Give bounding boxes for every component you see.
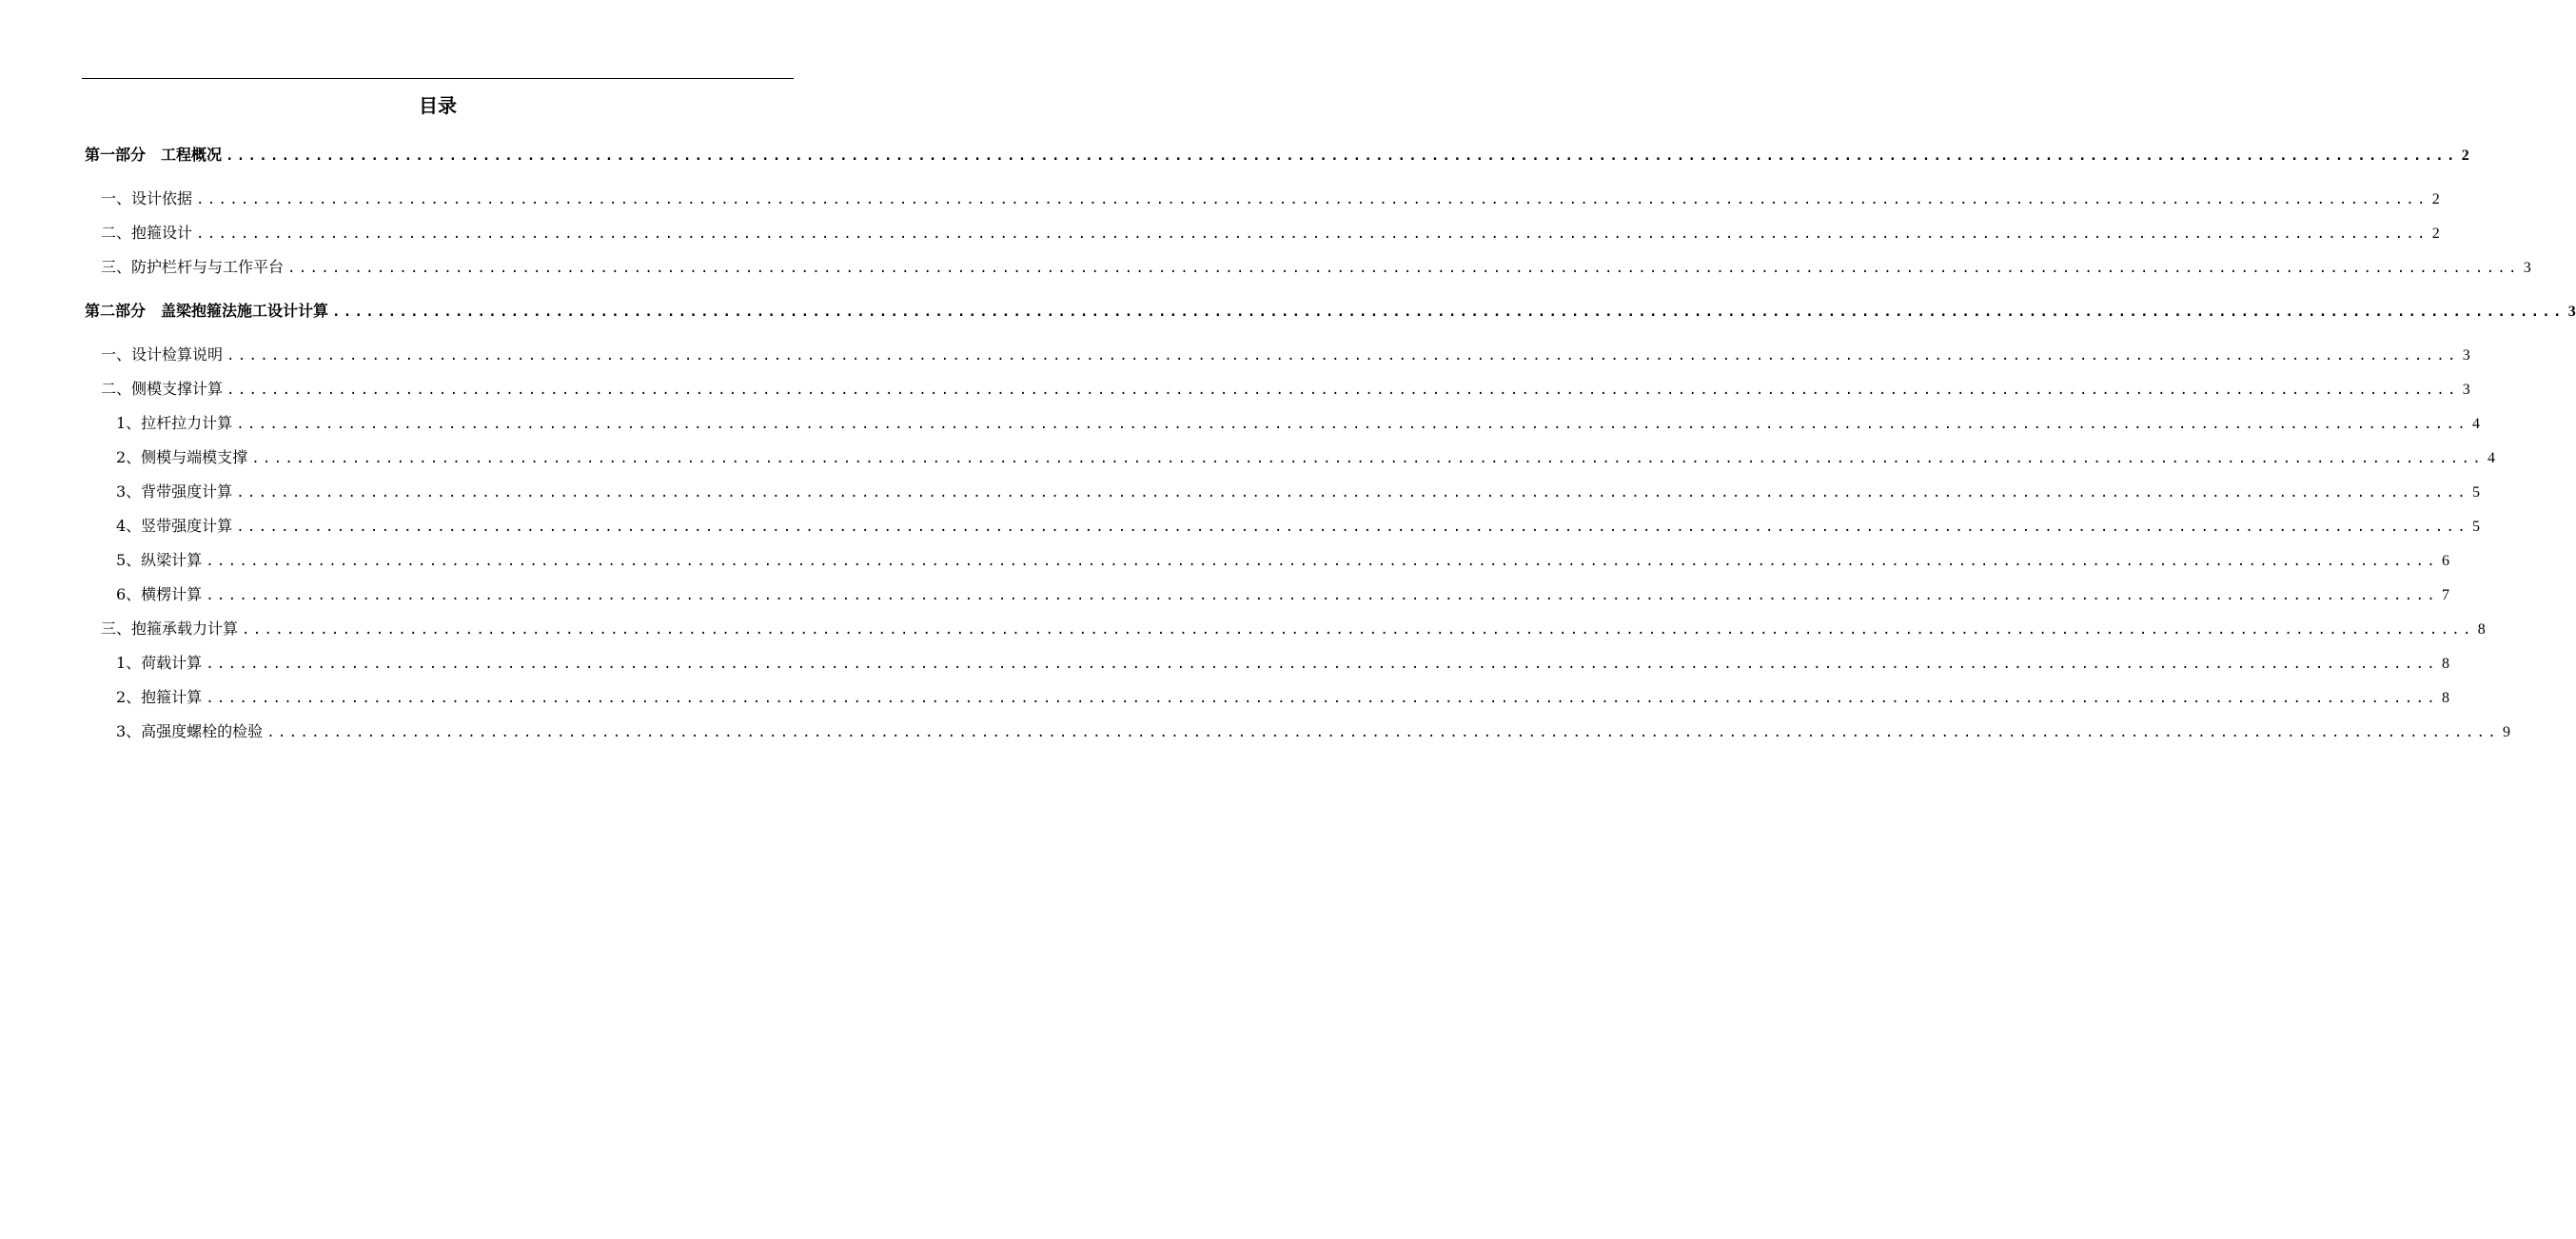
toc-dot-leader: ........................................................................................................................................................................................................ [226, 148, 2458, 164]
toc-dot-leader: ........................................................................................................................................................................................................ [266, 725, 2499, 740]
toc-entry-label: 二、抱箍设计 [101, 224, 193, 242]
toc-entry-label: 5、纵梁计算 [116, 551, 203, 569]
toc-dot-leader: ........................................................................................................................................................................................................ [236, 520, 2468, 535]
toc-entry[interactable] [116, 446, 2495, 469]
toc-dot-leader: ........................................................................................................................................................................................................ [236, 485, 2468, 501]
toc-entry-label: 三、防护栏杆与与工作平台 [101, 258, 285, 276]
toc-entry-page-number: 4 [2487, 450, 2495, 466]
toc-entry[interactable] [116, 686, 2449, 709]
toc-dot-leader: ........................................................................................................................................................................................................ [242, 622, 2474, 638]
toc-entry-page-number: 4 [2471, 416, 2480, 432]
toc-entry[interactable] [116, 720, 2510, 743]
toc-entry-label: 第二部分 盖梁抱箍法施工设计计算 [85, 302, 329, 320]
toc-entry-label: 一、设计检算说明 [101, 345, 224, 364]
toc-entry-label: 3、背带强度计算 [116, 482, 233, 501]
toc-dot-leader: ........................................................................................................................................................................................................ [206, 691, 2438, 706]
toc-entry[interactable] [101, 222, 2440, 245]
toc-entry[interactable] [85, 300, 2576, 323]
toc-entry-page-number: 8 [2477, 621, 2486, 638]
toc-dot-leader: ........................................................................................................................................................................................................ [226, 348, 2459, 364]
toc-dot-leader: ........................................................................................................................................................................................................ [287, 261, 2520, 276]
toc-entry[interactable] [101, 256, 2531, 279]
toc-entry[interactable] [116, 481, 2480, 503]
toc-dot-leader: ........................................................................................................................................................................................................ [226, 383, 2459, 398]
toc-entry-page-number: 7 [2441, 587, 2449, 603]
toc-entry-page-number: 9 [2502, 724, 2510, 740]
toc-entry-page-number: 2 [2461, 148, 2469, 164]
toc-entry-label: 二、侧模支撑计算 [101, 380, 224, 398]
toc-entry-page-number: 3 [2523, 260, 2531, 276]
toc-entry-label: 一、设计依据 [101, 189, 193, 207]
toc-dot-leader: ........................................................................................................................................................................................................ [196, 226, 2429, 242]
toc-dot-leader: ........................................................................................................................................................................................................ [251, 451, 2484, 466]
toc-dot-leader: ........................................................................................................................................................................................................ [236, 417, 2468, 432]
toc-dot-leader: ........................................................................................................................................................................................................ [206, 657, 2438, 672]
toc-entry[interactable] [101, 378, 2470, 401]
toc-entry[interactable] [101, 344, 2470, 366]
toc-entry-page-number: 8 [2441, 690, 2449, 706]
toc-entry-label: 1、荷载计算 [116, 654, 203, 672]
toc-entry[interactable] [116, 549, 2449, 572]
toc-title: 目录 [419, 94, 457, 117]
toc-entry-label: 2、抱箍计算 [116, 688, 203, 706]
toc-entry[interactable] [101, 618, 2486, 640]
toc-entry-page-number: 8 [2441, 656, 2449, 672]
toc-entry-label: 2、侧模与端模支撑 [116, 448, 248, 466]
toc-dot-leader: ........................................................................................................................................................................................................ [332, 305, 2565, 320]
toc-entry-page-number: 2 [2431, 226, 2440, 242]
toc-entry-page-number: 2 [2431, 191, 2440, 207]
toc-entry-label: 第一部分 工程概况 [85, 146, 223, 164]
toc-entry-label: 4、竖带强度计算 [116, 517, 233, 535]
toc-entry[interactable] [101, 187, 2440, 210]
toc-dot-leader: ........................................................................................................................................................................................................ [196, 192, 2429, 207]
toc-entry-label: 6、横楞计算 [116, 585, 203, 603]
toc-entry-page-number: 6 [2441, 553, 2449, 569]
toc-entry[interactable] [116, 652, 2449, 675]
toc-dot-leader: ........................................................................................................................................................................................................ [206, 588, 2438, 603]
toc-entry-page-number: 3 [2462, 382, 2470, 398]
toc-entry[interactable] [116, 412, 2480, 435]
toc-entry[interactable] [85, 144, 2469, 167]
toc-entry-page-number: 3 [2567, 304, 2576, 320]
toc-dot-leader: ........................................................................................................................................................................................................ [206, 554, 2438, 569]
toc-entry-label: 三、抱箍承载力计算 [101, 620, 239, 638]
toc-entry[interactable] [116, 515, 2480, 538]
toc-entry[interactable] [116, 583, 2449, 606]
toc-entry-page-number: 5 [2471, 519, 2480, 535]
toc-entry-label: 3、高强度螺栓的检验 [116, 722, 264, 740]
toc-entry-page-number: 3 [2462, 347, 2470, 364]
toc-entry-page-number: 5 [2471, 484, 2480, 501]
toc-entry-label: 1、拉杆拉力计算 [116, 414, 233, 432]
header-rule [82, 78, 794, 79]
